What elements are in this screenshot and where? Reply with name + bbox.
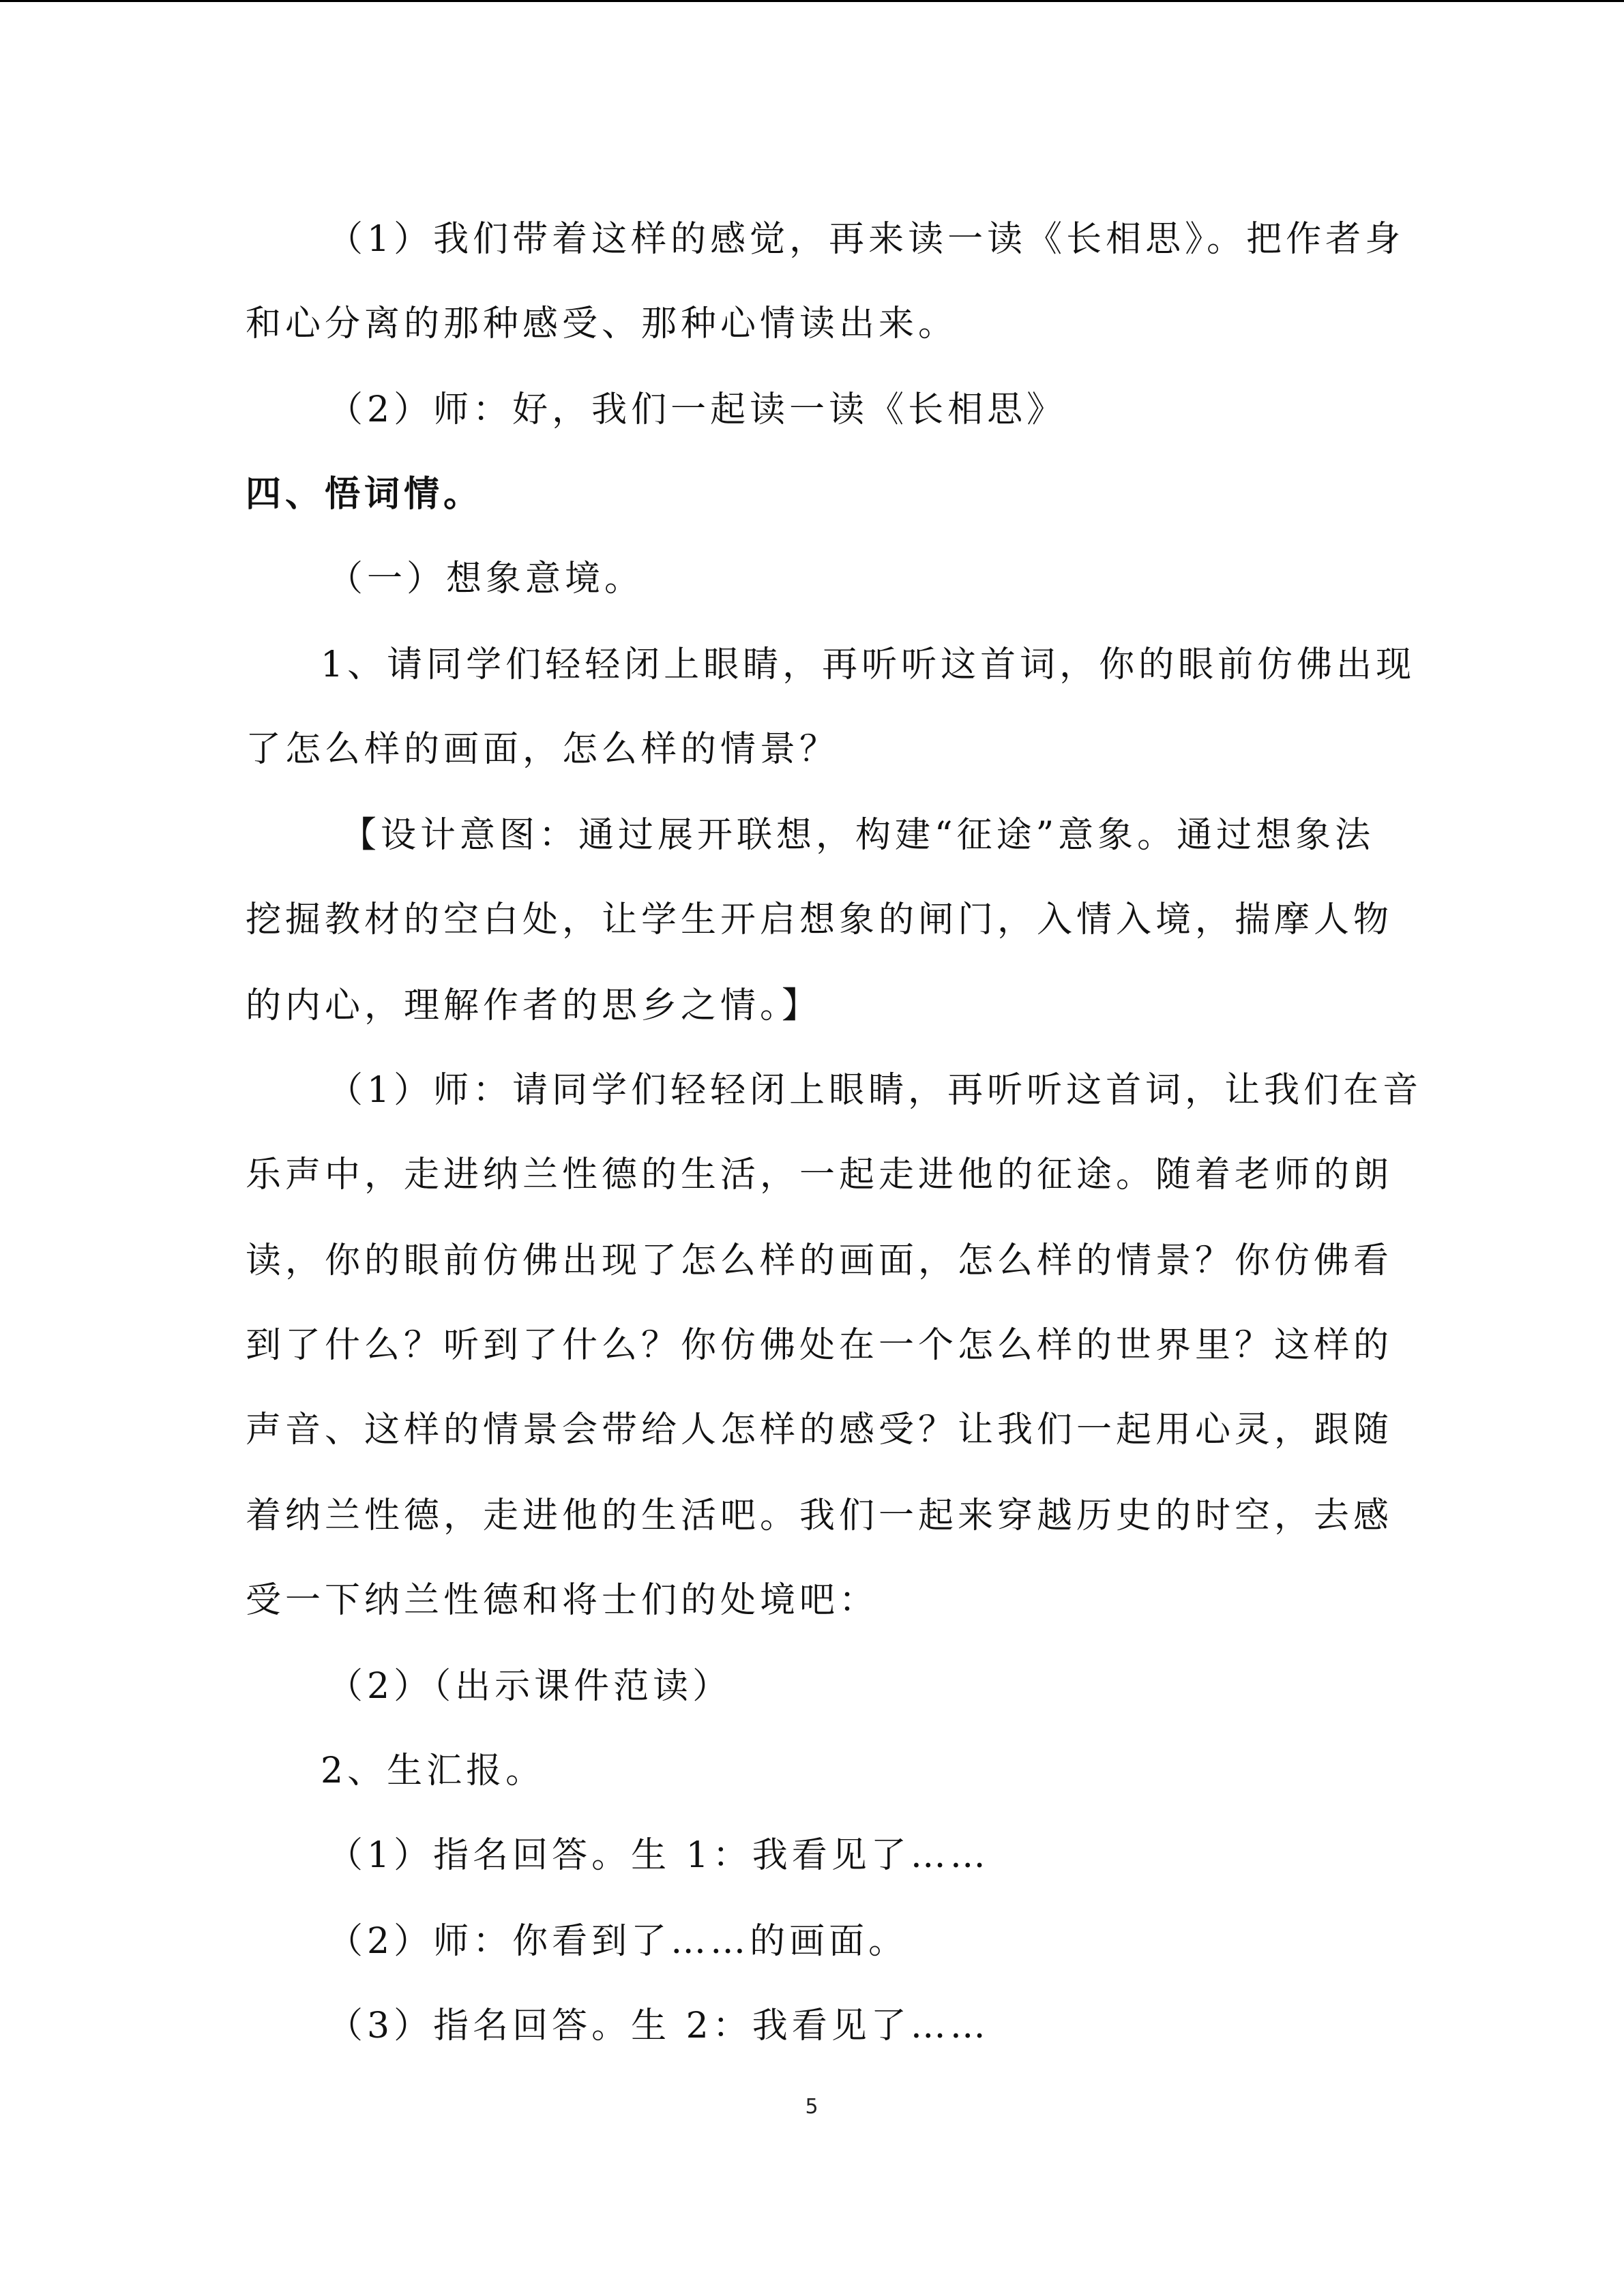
paragraph-line: 到了什么？听到了什么？你仿佛处在一个怎么样的世界里？这样的: [246, 1325, 1393, 1366]
paragraph-line: 受一下纳兰性德和将士们的处境吧：: [246, 1580, 879, 1621]
subsection-heading: （一）想象意境。: [327, 558, 645, 599]
paragraph-line: 2、生汇报。: [321, 1750, 546, 1791]
paragraph-line: 读，你的眼前仿佛出现了怎么样的画面，怎么样的情景？你仿佛看: [246, 1240, 1393, 1281]
paragraph-line: 声音、这样的情景会带给人怎样的感受？让我们一起用心灵，跟随: [246, 1410, 1393, 1450]
paragraph-line: 1、请同学们轻轻闭上眼睛，再听听这首词，你的眼前仿佛出现: [321, 644, 1416, 685]
paragraph-line: 乐声中，走进纳兰性德的生活，一起走进他的征途。随着老师的朗: [246, 1154, 1393, 1195]
paragraph-line: （2）（出示课件范读）: [327, 1666, 733, 1707]
paragraph-line: （1）指名回答。生 1：我看见了……: [327, 1835, 990, 1876]
paragraph-line: （1）师：请同学们轻轻闭上眼睛，再听听这首词，让我们在音: [327, 1070, 1423, 1111]
design-intent-note: 【设计意图：通过展开联想，构建“征途”意象。通过想象法: [341, 815, 1375, 856]
design-intent-note: 挖掘教材的空白处，让学生开启想象的闸门，入情入境，揣摩人物: [246, 899, 1393, 940]
page-number: 5: [805, 2095, 818, 2119]
paragraph-line: 了怎么样的画面，怎么样的情景？: [246, 729, 840, 770]
paragraph-line: （1）我们带着这样的感觉，再来读一读《长相思》。把作者身: [327, 219, 1405, 260]
paragraph-line: （2）师：你看到了……的画面。: [327, 1921, 909, 1962]
paragraph-line: （2）师：好，我们一起读一读《长相思》: [327, 389, 1067, 430]
paragraph-line: （3）指名回答。生 2：我看见了……: [327, 2006, 990, 2046]
design-intent-note: 的内心，理解作者的思乡之情。】: [246, 985, 822, 1026]
paragraph-line: 着纳兰性德，走进他的生活吧。我们一起来穿越历史的时空，去感: [246, 1495, 1393, 1536]
section-heading: 四、悟词情。: [246, 473, 484, 515]
paragraph-line: 和心分离的那种感受、那种心情读出来。: [246, 303, 958, 344]
